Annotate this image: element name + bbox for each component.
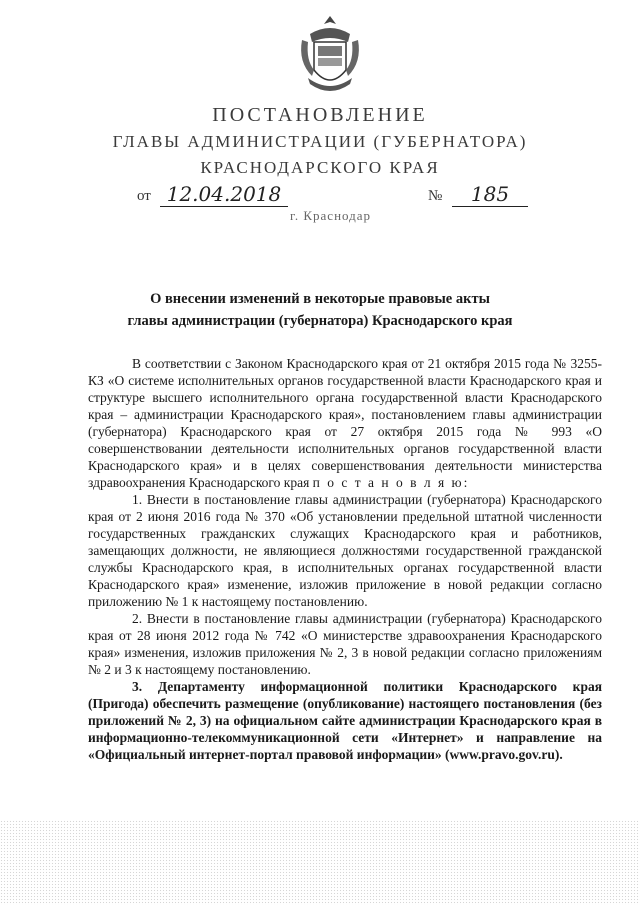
issuer-line: ГЛАВЫ АДМИНИСТРАЦИИ (ГУБЕРНАТОРА) bbox=[112, 132, 528, 151]
title-line-2: главы администрации (губернатора) Краснодарского края bbox=[127, 313, 513, 329]
document-body bbox=[88, 355, 602, 763]
clause-2: 2. Внести в постановление главы администрации (губернатора) Краснодарского края от 28 июня 2012 года № 742 «О министерстве здравоохранения Краснодарского края» изменения, изложив приложения № 2, 3 в новой редакции согласно приложениям № 2 и 3 к настоящему постановлению. bbox=[88, 611, 602, 677]
city-name: г. Краснодар bbox=[290, 208, 372, 223]
document-number: 185 bbox=[452, 182, 528, 207]
resolve-word: п о с т а н о в л я ю: bbox=[312, 475, 470, 490]
number-label: № bbox=[428, 188, 443, 204]
document-title bbox=[100, 288, 540, 332]
date-label: от bbox=[137, 188, 151, 204]
preamble-text: В соответствии с Законом Краснодарского края от 21 октября 2015 года № 3255-КЗ «О системе исполнительных органов государственной власти Краснодарского края и структуре высшего исполнительного органа государственной власти Краснодарского края – администрации Краснодарского края», постановлением главы администрации (губернатора) Краснодарского края от 27 октября 2015 года № 993 «О совершенствовании деятельности исполнительных органов государственной власти Краснодарского края» и в целях совершенствования деятельности министерства здравоохранения Краснодарского края bbox=[88, 356, 602, 490]
region-line: КРАСНОДАРСКОГО КРАЯ bbox=[200, 158, 440, 177]
document-date: 12.04.2018 bbox=[160, 182, 288, 207]
clause-3: 3. Департаменту информационной политики Краснодарского края (Пригода) обеспечить размещение (опубликование) настоящего постановления (без приложений № 2, 3) на официальном сайте администрации Краснодарского края в информационно-телекоммуникационной сети «Интернет» и направление на «Официальный интернет-портал правовой информации» (www.pravo.gov.ru). bbox=[88, 679, 602, 762]
coat-of-arms-emblem bbox=[296, 12, 364, 98]
scan-noise bbox=[0, 820, 640, 905]
clause-1: 1. Внести в постановление главы администрации (губернатора) Краснодарского края от 2 июня 2016 года № 370 «Об установлении предельной штатной численности государственных гражданских служащих Краснодарского края и работников, замещающих должности, не являющиеся должностями государственной гражданской службы Краснодарского края, в исполнительных органах государственной власти Краснодарского края» изменение, изложив приложение в новой редакции согласно приложению № 1 к настоящему постановлению. bbox=[88, 492, 602, 609]
preamble-paragraph bbox=[88, 355, 602, 491]
title-line-1: О внесении изменений в некоторые правовые акты bbox=[150, 291, 490, 307]
document-type: ПОСТАНОВЛЕНИЕ bbox=[212, 104, 428, 126]
